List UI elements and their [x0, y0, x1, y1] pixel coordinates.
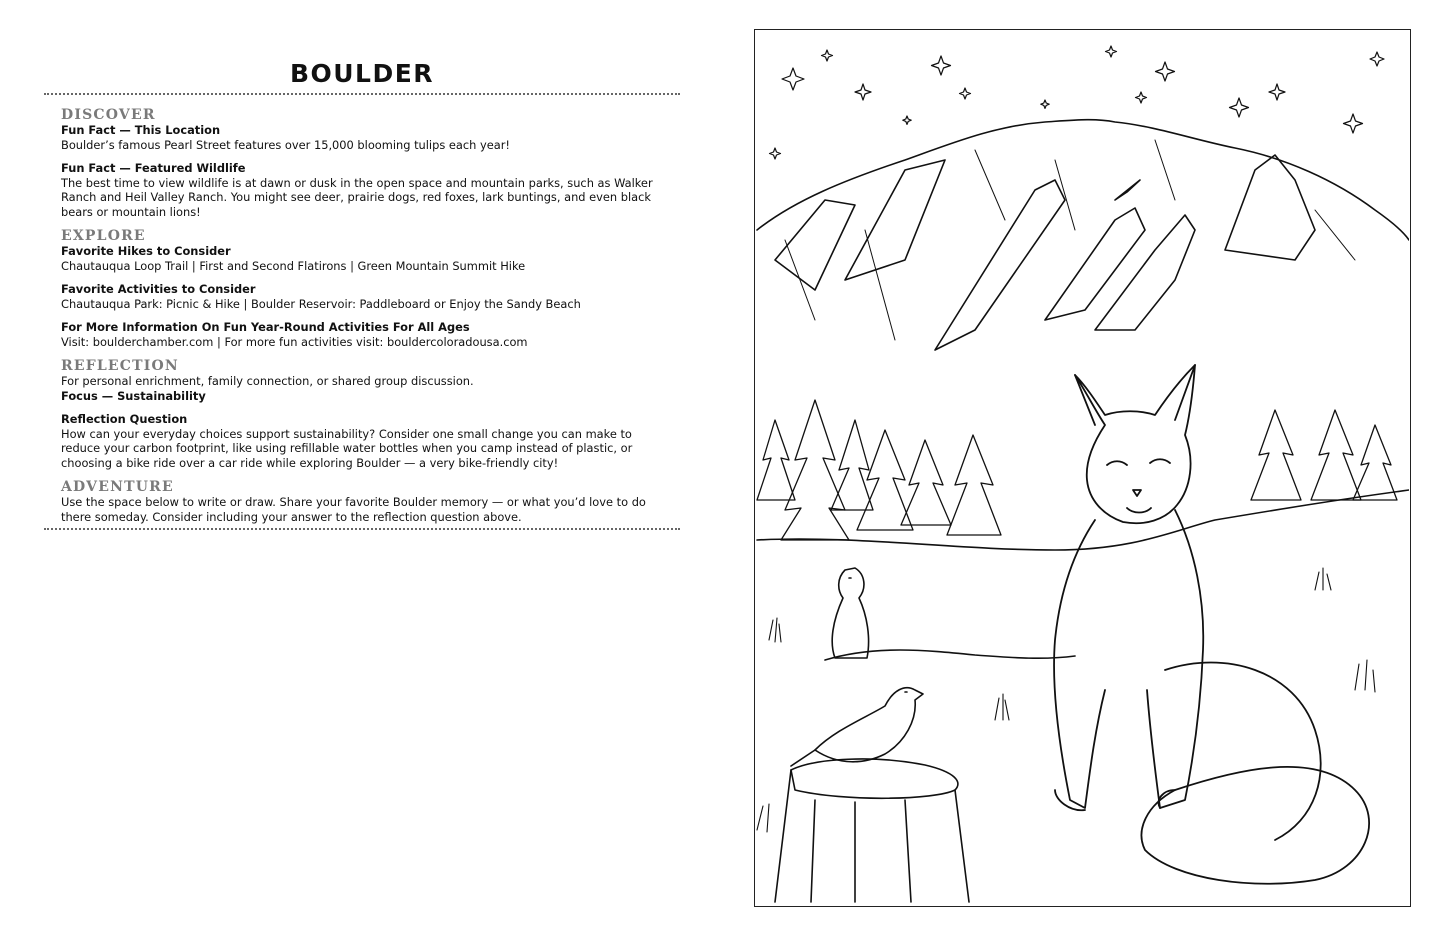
- adventure-section: [61, 479, 669, 524]
- flatiron-7: [1115, 180, 1140, 200]
- bird-icon: [791, 688, 923, 766]
- adventure-heading: ADVENTURE: [61, 479, 174, 495]
- fun-fact-location-label: Fun Fact — This Location: [61, 123, 221, 137]
- trees-right: [1251, 410, 1397, 500]
- reflection-intro: For personal enrichment, family connection, or shared group discussion.: [61, 374, 474, 388]
- grass-tufts: [757, 568, 1375, 832]
- flatiron-3: [935, 180, 1065, 350]
- more-information: [61, 320, 669, 349]
- tree-stump-icon: [775, 759, 969, 902]
- fun-fact-wildlife-text: The best time to view wildlife is at dawn or dusk in the open space and mountain parks, such as Walker Ranch and Heil Valley Ranch. You might see deer, prairie dogs, red foxes, lark buntings, and even black bears or mountain lions!: [61, 175, 653, 219]
- mountain-ridge-lines: [785, 140, 1355, 340]
- coloring-page-fox-flatirons-illustration: [755, 30, 1409, 905]
- adventure-text: Use the space below to write or draw. Share your favorite Boulder memory — or what you’d love to do there someday. Consider including your answer to the reflection question above.: [61, 495, 646, 524]
- discover-heading: DISCOVER: [61, 107, 156, 123]
- illustration-frame: [754, 29, 1411, 907]
- favorite-activities: [61, 282, 669, 311]
- fun-fact-wildlife: [61, 161, 669, 219]
- more-information-label: For More Information On Fun Year-Round Activities For All Ages: [61, 320, 470, 334]
- favorite-activities-text: Chautauqua Park: Picnic & Hike | Boulder Reservoir: Paddleboard or Enjoy the Sandy Beach: [61, 296, 581, 311]
- bottom-dotted-divider: [44, 528, 680, 530]
- prairie-dog-icon: [832, 568, 868, 658]
- favorite-activities-label: Favorite Activities to Consider: [61, 282, 256, 296]
- page-title: BOULDER: [289, 59, 435, 88]
- favorite-hikes-text: Chautauqua Loop Trail | First and Second Flatirons | Green Mountain Summit Hike: [61, 258, 526, 273]
- fox-icon: [1054, 365, 1369, 884]
- flatiron-5: [1095, 215, 1195, 330]
- favorite-hikes: [61, 244, 669, 273]
- reflection-focus: Focus — Sustainability: [61, 388, 206, 403]
- flatiron-4: [1045, 208, 1145, 320]
- explore-heading: EXPLORE: [61, 228, 146, 244]
- trees-left: [757, 400, 1001, 540]
- reflection-question-label: Reflection Question: [61, 412, 188, 426]
- reflection-question-block: [61, 412, 669, 470]
- flatiron-2: [845, 160, 945, 280]
- fun-fact-location-text: Boulder’s famous Pearl Street features over 15,000 blooming tulips each year!: [61, 137, 510, 152]
- left-page: [44, 52, 680, 530]
- fun-fact-location: [61, 123, 669, 152]
- reflection-question-text: How can your everyday choices support sustainability? Consider one small change you can make to reduce your carbon footprint, like using refillable water bottles when you camp instead of plastic, or choosing a bike ride over a car ride while exploring Boulder — a very bike-friendly city!: [61, 426, 633, 470]
- reflection-intro-block: [61, 374, 669, 403]
- fun-fact-wildlife-label: Fun Fact — Featured Wildlife: [61, 161, 246, 175]
- text-content: [44, 95, 669, 524]
- star-icons: [770, 46, 1385, 159]
- explore-section: [61, 228, 669, 349]
- reflection-section: [61, 358, 669, 470]
- favorite-hikes-label: Favorite Hikes to Consider: [61, 244, 231, 258]
- reflection-heading: REFLECTION: [61, 358, 179, 374]
- more-information-text: Visit: boulderchamber.com | For more fun activities visit: bouldercoloradousa.com: [61, 334, 528, 349]
- flatiron-6: [1225, 155, 1315, 260]
- discover-section: [61, 107, 669, 219]
